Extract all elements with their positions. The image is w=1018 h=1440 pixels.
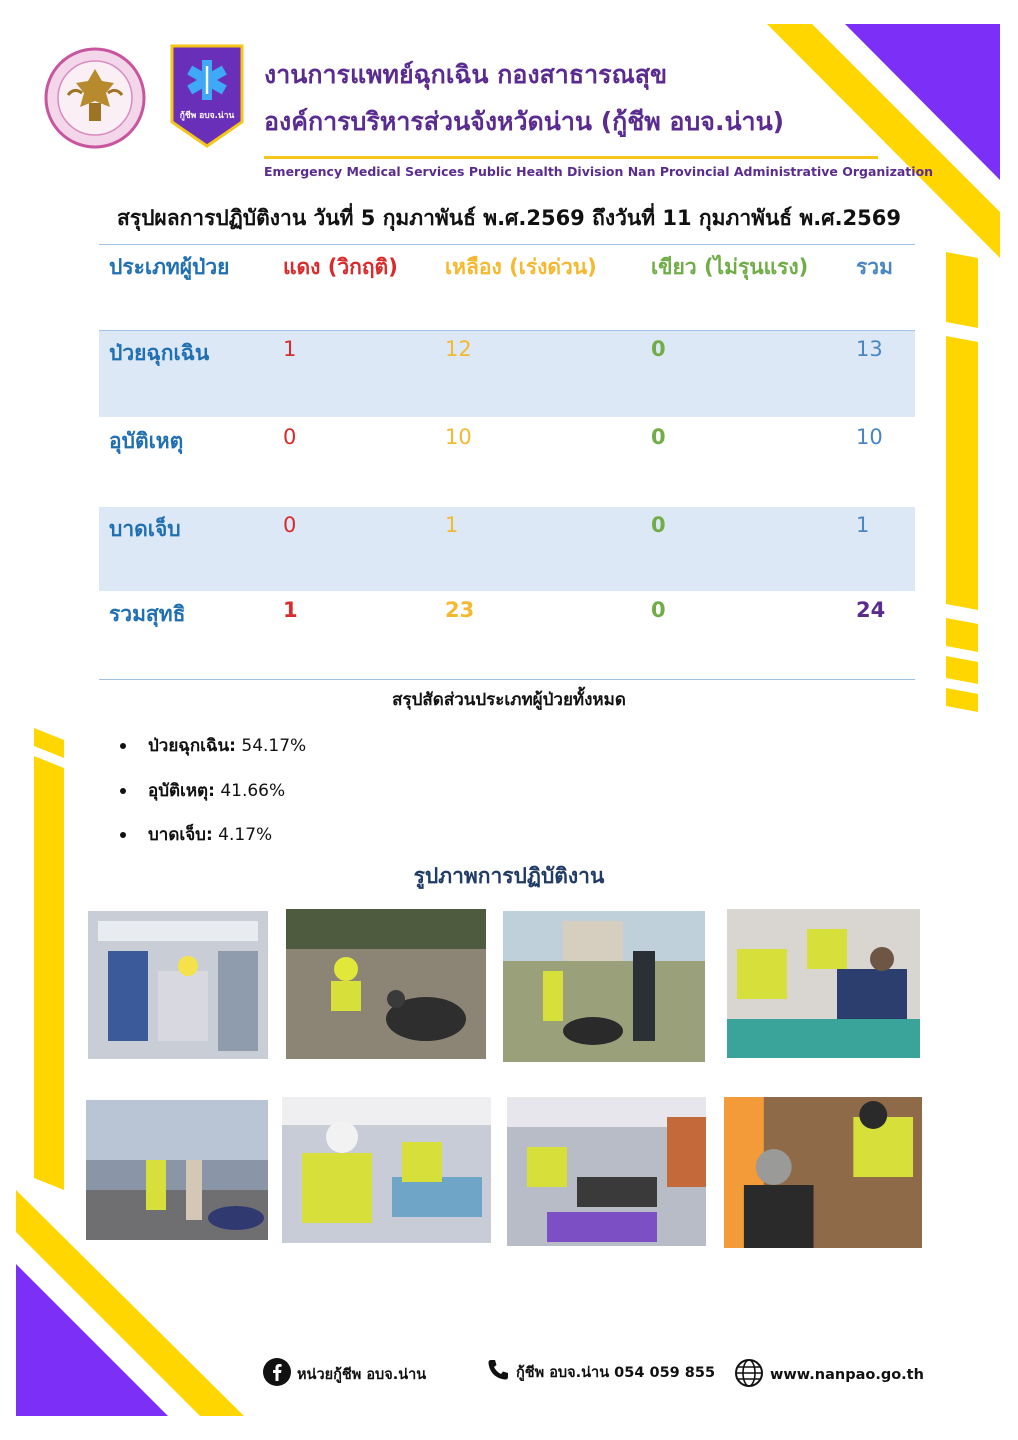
proportion-label: ป่วยฉุกเฉิน: (148, 736, 236, 756)
logo2-text: กู้ชีพ อบจ.น่าน (179, 111, 235, 121)
table-header-rule (99, 330, 915, 331)
phone-icon (486, 1358, 510, 1386)
photo-ambulance-monitor (507, 1097, 706, 1246)
facebook-label: หน่วยกู้ชีพ อบจ.น่าน (297, 1366, 427, 1383)
photo-road-scene (86, 1100, 268, 1240)
row-type: บาดเจ็บ (109, 517, 181, 541)
list-item (120, 777, 285, 804)
photo-home-care (724, 1097, 922, 1248)
total-row-green: 0 (651, 598, 666, 622)
header-total: รวม (856, 255, 893, 279)
table-row (99, 507, 915, 591)
table-top-rule (99, 244, 915, 245)
ems-star-of-life-logo (168, 42, 246, 150)
report-title: สรุปผลการปฏิบัติงาน วันที่ 5 กุมภาพันธ์ พ.ศ.2569 ถึงวันที่ 11 กุมภาพันธ์ พ.ศ.2569 (116, 206, 902, 230)
row-green: 0 (651, 425, 666, 449)
phone-label: กู้ชีพ อบจ.น่าน 054 059 855 (516, 1364, 716, 1381)
row-type: อุบัติเหตุ (109, 429, 184, 453)
table-bottom-rule (99, 679, 915, 680)
row-yellow: 1 (445, 513, 459, 537)
row-type: ป่วยฉุกเฉิน (109, 341, 210, 365)
proportion-label: อุบัติเหตุ: (148, 781, 215, 801)
row-green: 0 (651, 337, 666, 361)
total-row-total: 24 (856, 598, 886, 622)
header-divider (264, 156, 878, 159)
row-total: 10 (856, 425, 883, 449)
footer-facebook[interactable] (263, 1358, 426, 1390)
header-subtitle-en: Emergency Medical Services Public Health Division Nan Provincial Administrative Organization (264, 164, 934, 179)
row-yellow: 12 (445, 337, 472, 361)
row-total: 1 (856, 513, 870, 537)
list-item (120, 821, 272, 848)
proportion-value: 54.17% (241, 736, 307, 756)
footer-website[interactable] (734, 1358, 924, 1392)
photos-title: รูปภาพการปฏิบัติงาน (413, 864, 605, 888)
header-yellow-urgent: เหลือง (เร่งด่วน) (445, 255, 597, 279)
facebook-icon (263, 1358, 291, 1390)
photo-roadside-care (286, 909, 486, 1059)
header-green-nonurgent: เขียว (ไม่รุนแรง) (651, 255, 809, 279)
row-red: 0 (283, 513, 297, 537)
table-row (99, 331, 915, 417)
photo-patient-stretcher (727, 909, 920, 1058)
row-red: 0 (283, 425, 297, 449)
photo-ambulance-care (282, 1097, 491, 1243)
total-row-type: รวมสุทธิ (109, 602, 186, 626)
row-yellow: 10 (445, 425, 472, 449)
pao-seal-logo (44, 47, 146, 149)
proportion-label: บาดเจ็บ: (148, 825, 213, 845)
proportion-value: 41.66% (220, 781, 286, 801)
proportion-value: 4.17% (218, 825, 273, 845)
header-red-critical: แดง (วิกฤติ) (283, 255, 398, 279)
total-row-yellow: 23 (445, 598, 475, 622)
photo-ambulance-interior (88, 911, 268, 1059)
header-title-line2: องค์การบริหารส่วนจังหวัดน่าน (กู้ชีพ อบจ.น่าน) (264, 107, 785, 136)
proportion-title: สรุปสัดส่วนประเภทผู้ป่วยทั้งหมด (392, 690, 626, 710)
header-patient-type: ประเภทผู้ป่วย (109, 255, 230, 279)
photo-scene-responders (503, 911, 705, 1062)
row-red: 1 (283, 337, 297, 361)
footer-phone[interactable] (486, 1358, 715, 1386)
globe-icon (734, 1358, 764, 1392)
total-row-red: 1 (283, 598, 298, 622)
list-item (120, 732, 306, 759)
website-label: www.nanpao.go.th (770, 1367, 924, 1383)
header-title-line1: งานการแพทย์ฉุกเฉิน กองสาธารณสุข (264, 60, 668, 89)
row-total: 13 (856, 337, 883, 361)
row-green: 0 (651, 513, 666, 537)
